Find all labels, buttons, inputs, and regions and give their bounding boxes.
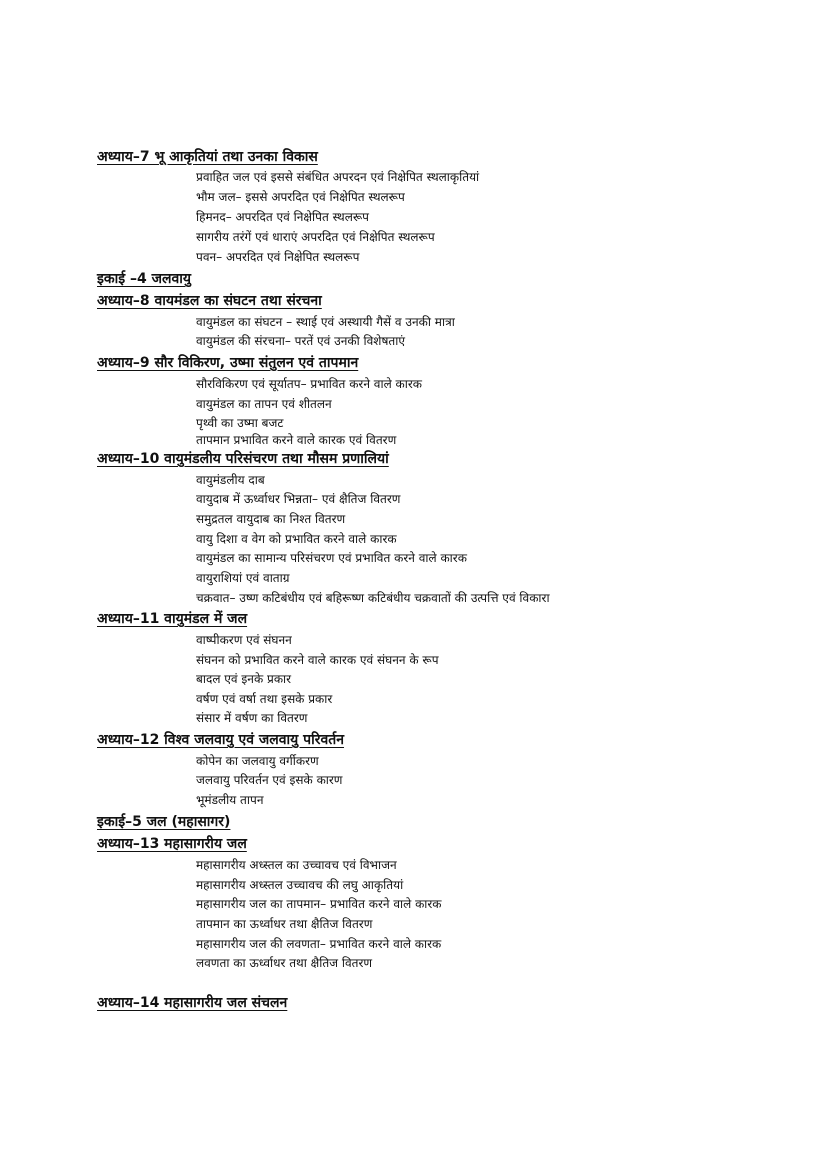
chapter-7-heading: अध्याय–7 भू आकृतियां तथा उनका विकास	[97, 149, 318, 165]
chapter-9-heading: अध्याय–9 सौर विकिरण, उष्मा संतुलन एवं तापमान	[97, 355, 359, 371]
chapter-13-topic: तापमान का ऊर्ध्वाधर तथा क्षैतिज वितरण	[196, 917, 373, 931]
chapter-13-topic: महासागरीय अध्स्तल उच्चावच की लघु आकृतियां	[196, 878, 404, 892]
chapter-7-topic: हिमनद– अपरदित एवं निक्षेपित स्थलरूप	[196, 210, 369, 224]
unit-5-heading: इकाई–5 जल (महासागर)	[97, 814, 231, 830]
chapter-11-topic: वाष्पीकरण एवं संघनन	[196, 633, 292, 647]
unit-4-heading: इकाई –4 जलवायु	[97, 271, 192, 287]
chapter-10-topic: चक्रवात– उष्ण कटिबंधीय एवं बहिरूष्ण कटिबंधीय चक्रवातों की उत्पत्ति एवं विकारा	[196, 591, 550, 605]
chapter-10-topic: वायुदाब में ऊर्ध्वाधर भिन्नता– एवं क्षैतिज वितरण	[196, 492, 401, 506]
chapter-8-topic: वायुमंडल की संरचना– परतें एवं उनकी विशेषताएं	[196, 334, 405, 348]
chapter-7-topic: भौम जल– इससे अपरदित एवं निक्षेपित स्थलरूप	[196, 190, 405, 204]
chapter-12-heading: अध्याय–12 विश्व जलवायु एवं जलवायु परिवर्तन	[97, 732, 345, 748]
chapter-12-topic: भूमंडलीय तापन	[196, 793, 264, 807]
chapter-9-topic: पृथ्वी का उष्मा बजट	[196, 416, 284, 430]
chapter-13-topic: महासागरीय जल की लवणता– प्रभावित करने वाले कारक	[196, 937, 442, 951]
chapter-13-topic: लवणता का ऊर्ध्वाधर तथा क्षैतिज वितरण	[196, 956, 373, 970]
chapter-12-topic: जलवायु परिवर्तन एवं इसके कारण	[196, 773, 343, 787]
chapter-13-heading: अध्याय–13 महासागरीय जल	[97, 836, 247, 852]
chapter-10-topic: समुद्रतल वायुदाब का निश्त वितरण	[196, 512, 346, 526]
chapter-11-topic: संघनन को प्रभावित करने वाले कारक एवं संघनन के रूप	[196, 653, 439, 667]
chapter-11-topic: संसार में वर्षण का वितरण	[196, 711, 308, 725]
chapter-13-topic: महासागरीय जल का तापमान– प्रभावित करने वाले कारक	[196, 897, 442, 911]
chapter-10-topic: वायुराशियां एवं वाताग्र	[196, 571, 290, 585]
chapter-13-topic: महासागरीय अध्स्तल का उच्चावच एवं विभाजन	[196, 858, 397, 872]
chapter-12-topic: कोपेन का जलवायु वर्गीकरण	[196, 754, 319, 768]
chapter-9-topic: तापमान प्रभावित करने वाले कारक एवं वितरण	[196, 433, 397, 447]
chapter-10-topic: वायुमंडल का सामान्य परिसंचरण एवं प्रभावित करने वाले कारक	[196, 551, 467, 565]
chapter-7-topic: सागरीय तरंगें एवं धाराएं अपरदित एवं निक्षेपित स्थलरूप	[196, 230, 435, 244]
chapter-10-heading: अध्याय–10 वायुमंडलीय परिसंचरण तथा मौसम प्रणालियां	[97, 451, 389, 467]
chapter-8-heading: अध्याय–8 वायमंडल का संघटन तथा संरचना	[97, 293, 322, 309]
chapter-10-topic: वायुमंडलीय दाब	[196, 473, 265, 487]
chapter-11-heading: अध्याय–11 वायुमंडल में जल	[97, 611, 248, 627]
chapter-9-topic: वायुमंडल का तापन एवं शीतलन	[196, 397, 332, 411]
chapter-11-topic: बादल एवं इनके प्रकार	[196, 672, 292, 686]
chapter-8-topic: वायुमंडल का संघटन – स्थाई एवं अस्थायी गैसें व उनकी मात्रा	[196, 315, 455, 329]
chapter-11-topic: वर्षण एवं वर्षा तथा इसके प्रकार	[196, 692, 333, 706]
chapter-14-heading: अध्याय–14 महासागरीय जल संचलन	[97, 995, 288, 1011]
chapter-10-topic: वायु दिशा व वेग को प्रभावित करने वाले कारक	[196, 532, 397, 546]
chapter-9-topic: सौरविकिरण एवं सूर्यातप– प्रभावित करने वाले कारक	[196, 377, 422, 391]
chapter-7-topic: प्रवाहित जल एवं इससे संबंधित अपरदन एवं निक्षेपित स्थलाकृतियां	[196, 170, 480, 184]
chapter-7-topic: पवन– अपरदित एवं निक्षेपित स्थलरूप	[196, 250, 360, 264]
